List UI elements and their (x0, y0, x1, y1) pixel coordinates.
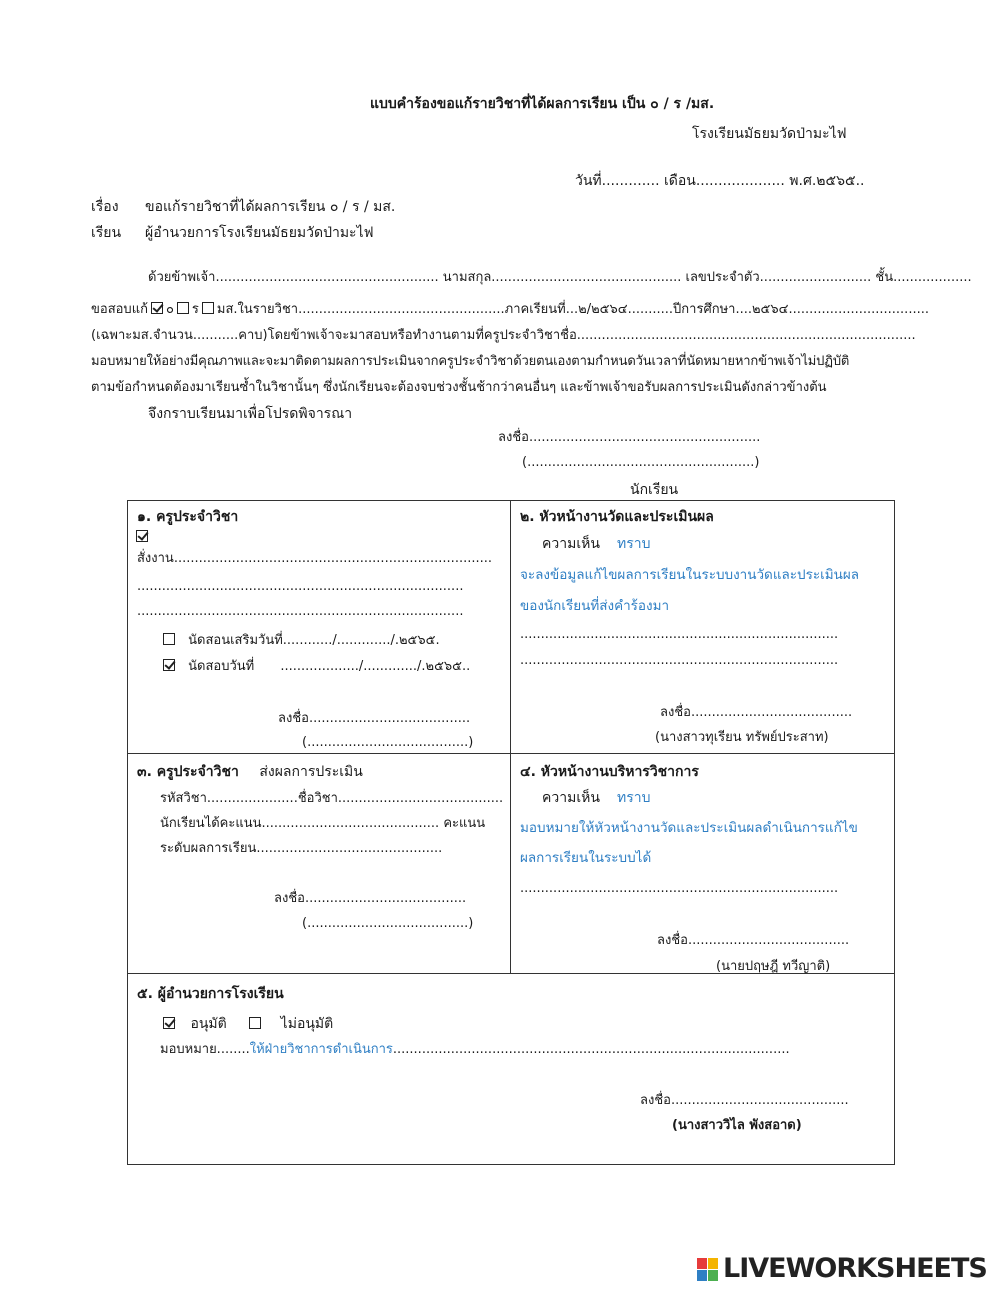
subject-value: ขอแก้รายวิชาที่ได้ผลการเรียน ๐ / ร / มส. (145, 199, 396, 215)
section1-heading: ๑. ครูประจำวิชา (137, 509, 239, 525)
section1-signature: ลงชื่อ....................................... (278, 711, 471, 726)
section2-dots-1: ............................................................................. (520, 627, 839, 642)
section5-assign-value: ให้ฝ่ายวิชาการดำเนินการ (249, 1042, 393, 1057)
subject-label: เรื่อง (91, 199, 119, 215)
section5-signer-name: (นางสาววิไล พังสอาด) (672, 1118, 802, 1133)
zero-option-label: ๐ (165, 302, 174, 317)
section5-signature: ลงชื่อ........................................... (640, 1093, 849, 1108)
section4-note-1: มอบหมายให้หัวหน้างานวัดและประเมินผลดำเนินการแก้ไข (520, 820, 858, 836)
date-line: วันที่............. เดือน.................... พ.ศ.๒๕๖๕.. (575, 173, 865, 189)
section3-heading: ๓. ครูประจำวิชา (137, 764, 239, 780)
reject-label: ไม่อนุมัติ (280, 1016, 334, 1032)
to-label: เรียน (91, 225, 122, 241)
tutor-option-label: นัดสอนเสริมวันที่............/............./.๒๕๖๕. (188, 633, 440, 648)
form-title: แบบคำร้องขอแก้รายวิชาที่ได้ผลการเรียน เป็น ๐ / ร /มส. (370, 96, 715, 112)
section4-signer-name: (นายปฤษฎี ทวีญาติ) (716, 959, 831, 974)
approve-checkbox[interactable] (163, 1017, 175, 1029)
section5-options (160, 1014, 333, 1034)
r-checkbox[interactable] (177, 302, 189, 314)
section2-opinion-value: ทราบ (617, 536, 651, 552)
ms-checkbox[interactable] (202, 302, 214, 314)
tutor-checkbox[interactable] (163, 633, 175, 645)
body-line-assign: มอบหมายให้อย่างมีคุณภาพและจะมาติดตามผลการประเมินจากครูประจำวิชาด้วยตนเองตามกำหนดวันเวลาที่นัดหมายหากข้าพเจ้าไม่ปฏิบัติ (91, 354, 850, 369)
table-row-divider-1 (127, 753, 895, 754)
body-line-closing: จึงกราบเรียนมาเพื่อโปรดพิจารณา (148, 406, 353, 422)
exam-checkbox[interactable] (163, 659, 175, 671)
section2-heading: ๒. หัวหน้างานวัดและประเมินผล (520, 509, 714, 525)
section4-note-2: ผลการเรียนในระบบได้ (520, 850, 652, 866)
school-name: โรงเรียนมัธยมวัดป่ามะไฟ (692, 126, 847, 142)
section2-signature: ลงชื่อ....................................... (660, 705, 853, 720)
liveworksheets-logo-text: LIVEWORKSHEETS (723, 1253, 987, 1284)
section1-tutor-option (160, 631, 440, 651)
section1-exam-option (160, 657, 470, 677)
section1-signature-name: (.......................................) (302, 735, 474, 750)
section4-opinion-label: ความเห็น (542, 790, 600, 806)
zero-checkbox[interactable] (151, 302, 163, 314)
section3-signature: ลงชื่อ....................................... (274, 891, 467, 906)
section2-opinion-label: ความเห็น (542, 536, 600, 552)
body-line-periods: (เฉพาะมส.จำนวน...........คาบ)โดยข้าพเจ้าจะมาสอบหรือทำงานตามที่ครูประจำวิชาชื่อ.................................................................................. (91, 328, 916, 343)
student-signature: ลงชื่อ........................................................ (498, 430, 761, 445)
body-line-request (91, 300, 929, 320)
section3-score: นักเรียนได้คะแนน........................................... คะแนน (160, 816, 486, 831)
r-option-label: ร (191, 302, 199, 317)
liveworksheets-logo-icon (697, 1258, 719, 1282)
table-vertical-divider (510, 500, 511, 973)
section4-heading: ๔. หัวหน้างานบริหารวิชาการ (520, 764, 699, 780)
body-line-condition: ตามข้อกำหนดต้องมาเรียนซ้ำในวิชานั้นๆ ซึ่งนักเรียนจะต้องจบช่วงชั้นช้ากว่าคนอื่นๆ และข้าพเจ้าขอรับผลการประเมินดังกล่าวข้างต้น (91, 380, 827, 395)
section5-heading: ๕. ผู้อำนวยการโรงเรียน (137, 986, 284, 1002)
section2-signer-name: (นางสาวทุเรียน ทรัพย์ประสาท) (655, 730, 829, 745)
student-signature-name: (.......................................................) (522, 455, 760, 470)
reject-checkbox[interactable] (249, 1017, 261, 1029)
section5-assign-dots: ................................................................................................ (392, 1042, 790, 1057)
section1-assign: สั่งงาน............................................................................. (137, 551, 493, 566)
section4-opinion-value: ทราบ (617, 790, 651, 806)
section1-checkbox[interactable] (136, 530, 148, 542)
section2-note-1: จะลงข้อมูลแก้ไขผลการเรียนในระบบงานวัดและประเมินผล (520, 567, 860, 583)
section1-dots-1: ............................................................................... (137, 579, 464, 594)
student-role: นักเรียน (630, 482, 679, 498)
section2-note-2: ของนักเรียนที่ส่งคำร้องมา (520, 598, 670, 614)
section3-heading-extra: ส่งผลการประเมิน (259, 764, 363, 780)
section3-course-code: รหัสวิชา......................ชื่อวิชา........................................ (160, 791, 504, 806)
exam-option-label: นัดสอบวันที่ (188, 659, 255, 674)
section4-signature: ลงชื่อ....................................... (657, 933, 850, 948)
to-value: ผู้อำนวยการโรงเรียนมัธยมวัดป่ามะไฟ (145, 225, 374, 241)
section1-dots-2: ............................................................................... (137, 604, 464, 619)
section4-dots-1: ............................................................................. (520, 881, 839, 896)
section3-signature-name: (.......................................) (302, 916, 474, 931)
section1-checkbox-wrap (133, 527, 151, 547)
approve-label: อนุมัติ (190, 1016, 227, 1032)
request-prefix: ขอสอบแก้ (91, 302, 148, 317)
request-suffix: มส.ในรายวิชา..................................................ภาคเรียนที่...๒/๒๕๖๔...........ปีการศึกษา....๒๕๖๔.................................. (216, 302, 929, 317)
section5-assign-label: มอบหมาย........ (160, 1042, 250, 1057)
section5-assign (160, 1040, 790, 1060)
body-line-name: ด้วยข้าพเจ้า...................................................... นามสกุล.............................................. เลขประจำตัว........................... ชั้น................... (148, 270, 972, 285)
section2-dots-2: ............................................................................. (520, 653, 839, 668)
exam-option-date: .................../............./.๒๕๖๕.. (280, 659, 471, 674)
section3-grade: ระดับผลการเรียน............................................. (160, 841, 443, 856)
section3-heading-wrap (137, 762, 363, 782)
